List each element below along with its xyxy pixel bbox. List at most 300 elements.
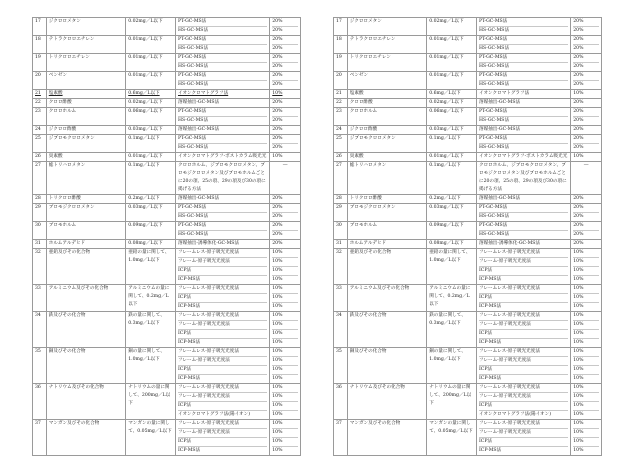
precision-cell <box>571 72 602 90</box>
precision-value: 20% <box>272 54 298 63</box>
right-table <box>333 17 602 456</box>
table-row <box>33 153 301 162</box>
standard-value: 0.06mg／L以下 <box>126 108 176 126</box>
precision-cell <box>571 108 602 126</box>
precision-cell <box>571 18 602 36</box>
precision-value: 10% <box>272 429 298 438</box>
standard-value: 0.01mg／L以下 <box>427 54 477 72</box>
precision-value: 20% <box>272 145 283 150</box>
method: イオンクロマトグラフ法 <box>177 91 229 96</box>
standard-value: 亜鉛の量に関して、1.0mg／L以下 <box>126 249 176 285</box>
item-number: 24 <box>33 126 47 135</box>
method-cell <box>476 222 570 240</box>
standard-value: 0.03mg／L以下 <box>126 126 176 135</box>
table-row <box>33 135 301 153</box>
precision-value: 20% <box>272 127 283 132</box>
method: ICP法 <box>178 366 267 375</box>
method: PT-GC-MS法 <box>178 204 267 213</box>
item-name: 臭素酸 <box>46 153 125 162</box>
precision-cell <box>270 222 301 240</box>
precision-value: 10% <box>573 376 584 381</box>
precision-cell <box>571 36 602 54</box>
method: PT-GC-MS法 <box>178 72 267 81</box>
left-table <box>32 17 301 456</box>
precision-cell <box>270 54 301 72</box>
method: HS-GC-MS法 <box>177 28 209 33</box>
table-row <box>33 72 301 90</box>
standard-value: 銅の量に関して、1.0mg／L以下 <box>427 348 477 384</box>
precision-value: 20% <box>573 36 599 45</box>
method: 溶媒抽出-GC-MS法 <box>478 100 521 105</box>
method: ICP法 <box>479 294 568 303</box>
method: PT-GC-MS法 <box>178 108 267 117</box>
method: ICP法 <box>178 267 267 276</box>
method: PT-GC-MS法 <box>479 18 568 27</box>
method: ICP法 <box>178 402 267 411</box>
table-row <box>33 18 301 36</box>
method-cell <box>476 18 570 36</box>
item-name: ジクロロ酢酸 <box>347 126 426 135</box>
precision-cell <box>270 90 301 99</box>
item-number: 18 <box>334 36 348 54</box>
method: ICP-MS法 <box>478 277 502 282</box>
precision-value: 10% <box>573 91 584 96</box>
method-cell <box>476 420 570 456</box>
method: HS-GC-MS法 <box>177 64 209 69</box>
precision-cell <box>571 420 602 456</box>
precision-value: 20% <box>573 241 584 246</box>
method-cell <box>476 108 570 126</box>
method: イオンクロマトグラフ-ポストカラム吸光光 <box>177 154 267 159</box>
method: ICP法 <box>178 438 267 447</box>
precision-value: 10% <box>573 249 599 258</box>
standard-value: 鉄の量に関して、0.3mg／L以下 <box>126 312 176 348</box>
table-row <box>33 108 301 126</box>
method: HS-GC-MS法 <box>177 214 209 219</box>
table-row <box>334 135 602 153</box>
left-table-body <box>33 18 301 456</box>
table-row <box>334 54 602 72</box>
table-row <box>334 195 602 204</box>
standard-value: 0.02mg／L以下 <box>427 99 477 108</box>
precision-cell <box>571 90 602 99</box>
precision-cell <box>571 222 602 240</box>
precision-value: 10% <box>573 448 584 453</box>
item-name: ホルムアルデヒド <box>347 240 426 249</box>
method: フレームレス-原子吸光光度法 <box>479 312 568 321</box>
item-number: 17 <box>33 18 47 36</box>
item-name: テトラクロロエチレン <box>46 36 125 54</box>
method: イオンクロマトグラフ法(陽イオン) <box>177 412 251 417</box>
table-row <box>334 99 602 108</box>
standard-value: 0.2mg／L以下 <box>126 195 176 204</box>
precision-value: 20% <box>272 82 283 87</box>
method-cell <box>175 18 269 36</box>
standard-value: 0.1mg／L以下 <box>126 162 176 195</box>
item-number: 22 <box>33 99 47 108</box>
standard-value: 0.01mg／L以下 <box>126 36 176 54</box>
method-cell <box>175 72 269 90</box>
precision-value: 10% <box>573 321 599 330</box>
table-row <box>334 153 602 162</box>
table-row <box>334 384 602 420</box>
method: PT-GC-MS法 <box>479 108 568 117</box>
method-cell <box>175 348 269 384</box>
method-cell <box>175 204 269 222</box>
method-cell <box>476 195 570 204</box>
table-row <box>33 285 301 312</box>
method-cell <box>476 135 570 153</box>
precision-value: 10% <box>573 294 599 303</box>
item-name: マンガン及びその化合物 <box>347 420 426 456</box>
precision-cell <box>571 240 602 249</box>
precision-cell <box>571 249 602 285</box>
precision-value: 20% <box>573 64 584 69</box>
method: PT-GC-MS法 <box>479 72 568 81</box>
table-row <box>334 240 602 249</box>
method: フレームレス-原子吸光光度法 <box>479 249 568 258</box>
item-number: 31 <box>334 240 348 249</box>
precision-cell <box>270 36 301 54</box>
precision-cell <box>571 384 602 420</box>
precision-value: 20% <box>573 145 584 150</box>
item-name: ブロモホルム <box>46 222 125 240</box>
table-row <box>334 249 602 285</box>
precision-value: 10% <box>272 384 298 393</box>
item-name: ベンゼン <box>46 72 125 90</box>
method: PT-GC-MS法 <box>178 18 267 27</box>
standard-value: 0.03mg／L以下 <box>126 204 176 222</box>
precision-value: 20% <box>573 82 584 87</box>
item-number: 21 <box>334 90 348 99</box>
precision-cell <box>571 99 602 108</box>
precision-value: 20% <box>272 100 283 105</box>
method: PT-GC-MS法 <box>479 222 568 231</box>
item-name: ブロモホルム <box>347 222 426 240</box>
method: ICP-MS法 <box>177 340 201 345</box>
table-row <box>33 222 301 240</box>
standard-value: 0.02mg／L以下 <box>126 99 176 108</box>
precision-value: 20% <box>573 232 584 237</box>
method-cell <box>175 54 269 72</box>
precision-cell <box>571 195 602 204</box>
item-name: 塩素酸 <box>347 90 426 99</box>
method: HS-GC-MS法 <box>478 232 510 237</box>
method: HS-GC-MS法 <box>478 82 510 87</box>
precision-value: 20% <box>272 222 298 231</box>
table-row <box>33 249 301 285</box>
method: HS-GC-MS法 <box>478 28 510 33</box>
method: フレームレス-原子吸光光度法 <box>178 285 267 294</box>
standard-value: 亜鉛の量に関して、1.0mg／L以下 <box>427 249 477 285</box>
precision-value: 10% <box>573 304 584 309</box>
precision-value: 10% <box>272 304 283 309</box>
item-number: 34 <box>334 312 348 348</box>
method-cell <box>476 204 570 222</box>
precision-value: 10% <box>573 267 599 276</box>
precision-value: 10% <box>272 277 283 282</box>
method-cell <box>175 135 269 153</box>
method: PT-GC-MS法 <box>479 204 568 213</box>
method: フレーム-原子吸光光度法 <box>178 357 267 366</box>
item-number: 21 <box>33 90 47 99</box>
item-number: 19 <box>334 54 348 72</box>
precision-value: 10% <box>573 348 599 357</box>
precision-value: 10% <box>573 438 599 447</box>
method-cell <box>175 249 269 285</box>
precision-value: 20% <box>573 196 584 201</box>
precision-value: 10% <box>573 402 599 411</box>
item-number: 20 <box>334 72 348 90</box>
table-row <box>334 36 602 54</box>
method-cell <box>476 153 570 162</box>
precision-value: 10% <box>573 277 584 282</box>
precision-value: 20% <box>573 18 599 27</box>
standard-value: 0.08mg／L以下 <box>126 240 176 249</box>
precision-value: 10% <box>272 448 283 453</box>
precision-value: 10% <box>272 420 298 429</box>
method: ICP法 <box>178 294 267 303</box>
precision-cell <box>571 204 602 222</box>
standard-value: 銅の量に関して、1.0mg／L以下 <box>126 348 176 384</box>
method: ICP-MS法 <box>478 448 502 453</box>
method: ICP法 <box>479 438 568 447</box>
item-name: アルミニウム及びその化合物 <box>347 285 426 312</box>
item-name: クロロ酢酸 <box>46 99 125 108</box>
method: 溶媒抽出-GC-MS法 <box>177 196 220 201</box>
method: ICP法 <box>479 330 568 339</box>
precision-value: 10% <box>272 340 283 345</box>
table-row <box>33 36 301 54</box>
precision-cell <box>270 18 301 36</box>
table-row <box>33 420 301 456</box>
standard-value: 0.03mg／L以下 <box>427 126 477 135</box>
standard-value: 鉄の量に関して、0.3mg／L以下 <box>427 312 477 348</box>
standard-value: アルミニウムの量に関して、0.2mg／L以下 <box>427 285 477 312</box>
standard-value: マンガンの量に関して、0.05mg／L以下 <box>126 420 176 456</box>
precision-value: 20% <box>573 127 584 132</box>
item-number: 36 <box>334 384 348 420</box>
precision-cell <box>270 312 301 348</box>
item-name: ベンゼン <box>347 72 426 90</box>
method: フレームレス-原子吸光光度法 <box>479 384 568 393</box>
method: フレーム-原子吸光光度法 <box>479 321 568 330</box>
method-cell <box>476 240 570 249</box>
precision-value: 10% <box>573 412 584 417</box>
right-table-body <box>334 18 602 456</box>
item-number: 24 <box>334 126 348 135</box>
precision-cell <box>270 135 301 153</box>
method-cell <box>476 285 570 312</box>
standard-value: 0.01mg／L以下 <box>427 153 477 162</box>
table-row <box>334 204 602 222</box>
precision-value: 20% <box>272 196 283 201</box>
item-number: 18 <box>33 36 47 54</box>
precision-value: 10% <box>272 330 298 339</box>
precision-value: 10% <box>573 285 599 294</box>
method: HS-GC-MS法 <box>478 214 510 219</box>
precision-value: 10% <box>272 412 283 417</box>
precision-cell <box>270 99 301 108</box>
method: フレームレス-原子吸光光度法 <box>479 420 568 429</box>
method-cell <box>476 249 570 285</box>
method: ICP法 <box>178 330 267 339</box>
method-cell <box>175 108 269 126</box>
method: HS-GC-MS法 <box>478 118 510 123</box>
precision-value: 10% <box>272 258 298 267</box>
item-name: 塩素酸 <box>46 90 125 99</box>
item-number: 26 <box>33 153 47 162</box>
method: フレーム-原子吸光光度法 <box>178 321 267 330</box>
method: イオンクロマトグラフ法(陽イオン) <box>478 412 552 417</box>
item-name: 鉄及びその化合物 <box>347 312 426 348</box>
method-cell <box>476 72 570 90</box>
item-number: 29 <box>334 204 348 222</box>
method: 溶媒抽出-誘導体化-GC-MS法 <box>177 241 240 246</box>
precision-value: 20% <box>272 28 283 33</box>
standard-value: アルミニウムの量に関して、0.2mg／L以下 <box>126 285 176 312</box>
method: フレーム-原子吸光光度法 <box>178 258 267 267</box>
precision-value: 20% <box>573 54 599 63</box>
table-row <box>33 162 301 195</box>
item-number: 35 <box>334 348 348 384</box>
item-name: 銅及びその化合物 <box>347 348 426 384</box>
precision-cell <box>270 126 301 135</box>
item-number: 17 <box>334 18 348 36</box>
precision-cell <box>571 162 602 195</box>
method: HS-GC-MS法 <box>177 82 209 87</box>
method: HS-GC-MS法 <box>177 232 209 237</box>
precision-value: 10% <box>272 91 283 96</box>
precision-value: ― <box>282 163 288 168</box>
precision-value: 20% <box>573 214 584 219</box>
method: PT-GC-MS法 <box>178 36 267 45</box>
method: HS-GC-MS法 <box>478 64 510 69</box>
standard-value: 0.2mg／L以下 <box>427 195 477 204</box>
standard-value: 0.01mg／L以下 <box>126 72 176 90</box>
precision-value: 20% <box>272 108 298 117</box>
standard-value: マンガンの量に関して、0.05mg／L以下 <box>427 420 477 456</box>
precision-value: 20% <box>272 18 298 27</box>
standard-value: 0.01mg／L以下 <box>126 153 176 162</box>
method-cell <box>175 36 269 54</box>
table-row <box>33 54 301 72</box>
precision-cell <box>571 348 602 384</box>
precision-value: 20% <box>272 241 283 246</box>
precision-value: 10% <box>573 384 599 393</box>
method: PT-GC-MS法 <box>178 135 267 144</box>
method: クロロホルム、ジブロモクロロメタン、ブロモジクロロメタン及びブロモホルムごとに20の項、25の項、29の項及び30の項に掲げる方法 <box>177 163 266 192</box>
method-cell <box>175 222 269 240</box>
method: フレーム-原子吸光光度法 <box>178 393 267 402</box>
table-row <box>334 222 602 240</box>
method: PT-GC-MS法 <box>178 54 267 63</box>
precision-cell <box>270 420 301 456</box>
precision-value: 20% <box>272 135 298 144</box>
method-cell <box>476 348 570 384</box>
precision-value: 20% <box>573 222 599 231</box>
item-number: 27 <box>33 162 47 195</box>
item-name: トリクロロ酢酸 <box>347 195 426 204</box>
item-name: ジクロロ酢酸 <box>46 126 125 135</box>
item-name: アルミニウム及びその化合物 <box>46 285 125 312</box>
precision-value: 20% <box>272 232 283 237</box>
method: 溶媒抽出-GC-MS法 <box>177 100 220 105</box>
precision-value: 20% <box>573 100 584 105</box>
method-cell <box>175 420 269 456</box>
precision-value: 10% <box>573 340 584 345</box>
standard-value: 0.09mg／L以下 <box>427 222 477 240</box>
standard-value: 0.08mg／L以下 <box>427 240 477 249</box>
method: イオンクロマトグラフ法 <box>478 91 530 96</box>
method-cell <box>175 195 269 204</box>
precision-cell <box>571 126 602 135</box>
table-row <box>334 285 602 312</box>
method: ICP-MS法 <box>177 448 201 453</box>
method-cell <box>175 126 269 135</box>
item-name: 銅及びその化合物 <box>46 348 125 384</box>
method-cell <box>476 99 570 108</box>
method-cell <box>175 384 269 420</box>
table-row <box>334 348 602 384</box>
item-number: 25 <box>33 135 47 153</box>
method-cell <box>476 162 570 195</box>
standard-value: 0.01mg／L以下 <box>126 54 176 72</box>
method: フレームレス-原子吸光光度法 <box>479 285 568 294</box>
precision-value: 10% <box>272 312 298 321</box>
standard-value: ナトリウムの量に関して、200mg／L以下 <box>126 384 176 420</box>
method: HS-GC-MS法 <box>177 145 209 150</box>
item-name: 総トリハロメタン <box>347 162 426 195</box>
item-name: マンガン及びその化合物 <box>46 420 125 456</box>
item-name: トリクロロエチレン <box>347 54 426 72</box>
item-number: 27 <box>334 162 348 195</box>
method-cell <box>175 312 269 348</box>
method-cell <box>175 99 269 108</box>
precision-value: 10% <box>272 321 298 330</box>
precision-cell <box>270 153 301 162</box>
method: HS-GC-MS法 <box>478 145 510 150</box>
precision-value: 10% <box>272 154 283 159</box>
table-row <box>334 312 602 348</box>
item-number: 23 <box>334 108 348 126</box>
standard-value: ナトリウムの量に関して、200mg／L以下 <box>427 384 477 420</box>
method-cell <box>175 153 269 162</box>
method: PT-GC-MS法 <box>479 36 568 45</box>
precision-cell <box>270 285 301 312</box>
precision-value: 10% <box>272 285 298 294</box>
method: フレーム-原子吸光光度法 <box>178 429 267 438</box>
method: ICP-MS法 <box>478 340 502 345</box>
item-number: 30 <box>334 222 348 240</box>
method: イオンクロマトグラフ-ポストカラム吸光光 <box>478 154 568 159</box>
item-number: 37 <box>33 420 47 456</box>
precision-value: 10% <box>573 393 599 402</box>
item-number: 32 <box>33 249 47 285</box>
method: ICP-MS法 <box>177 376 201 381</box>
table-row <box>33 126 301 135</box>
method: PT-GC-MS法 <box>479 135 568 144</box>
item-number: 35 <box>33 348 47 384</box>
precision-value: 10% <box>272 348 298 357</box>
item-name: ジクロロメタン <box>46 18 125 36</box>
precision-cell <box>270 348 301 384</box>
method: フレーム-原子吸光光度法 <box>479 258 568 267</box>
method: ICP法 <box>479 366 568 375</box>
item-name: トリクロロエチレン <box>46 54 125 72</box>
precision-cell <box>571 54 602 72</box>
item-number: 28 <box>33 195 47 204</box>
